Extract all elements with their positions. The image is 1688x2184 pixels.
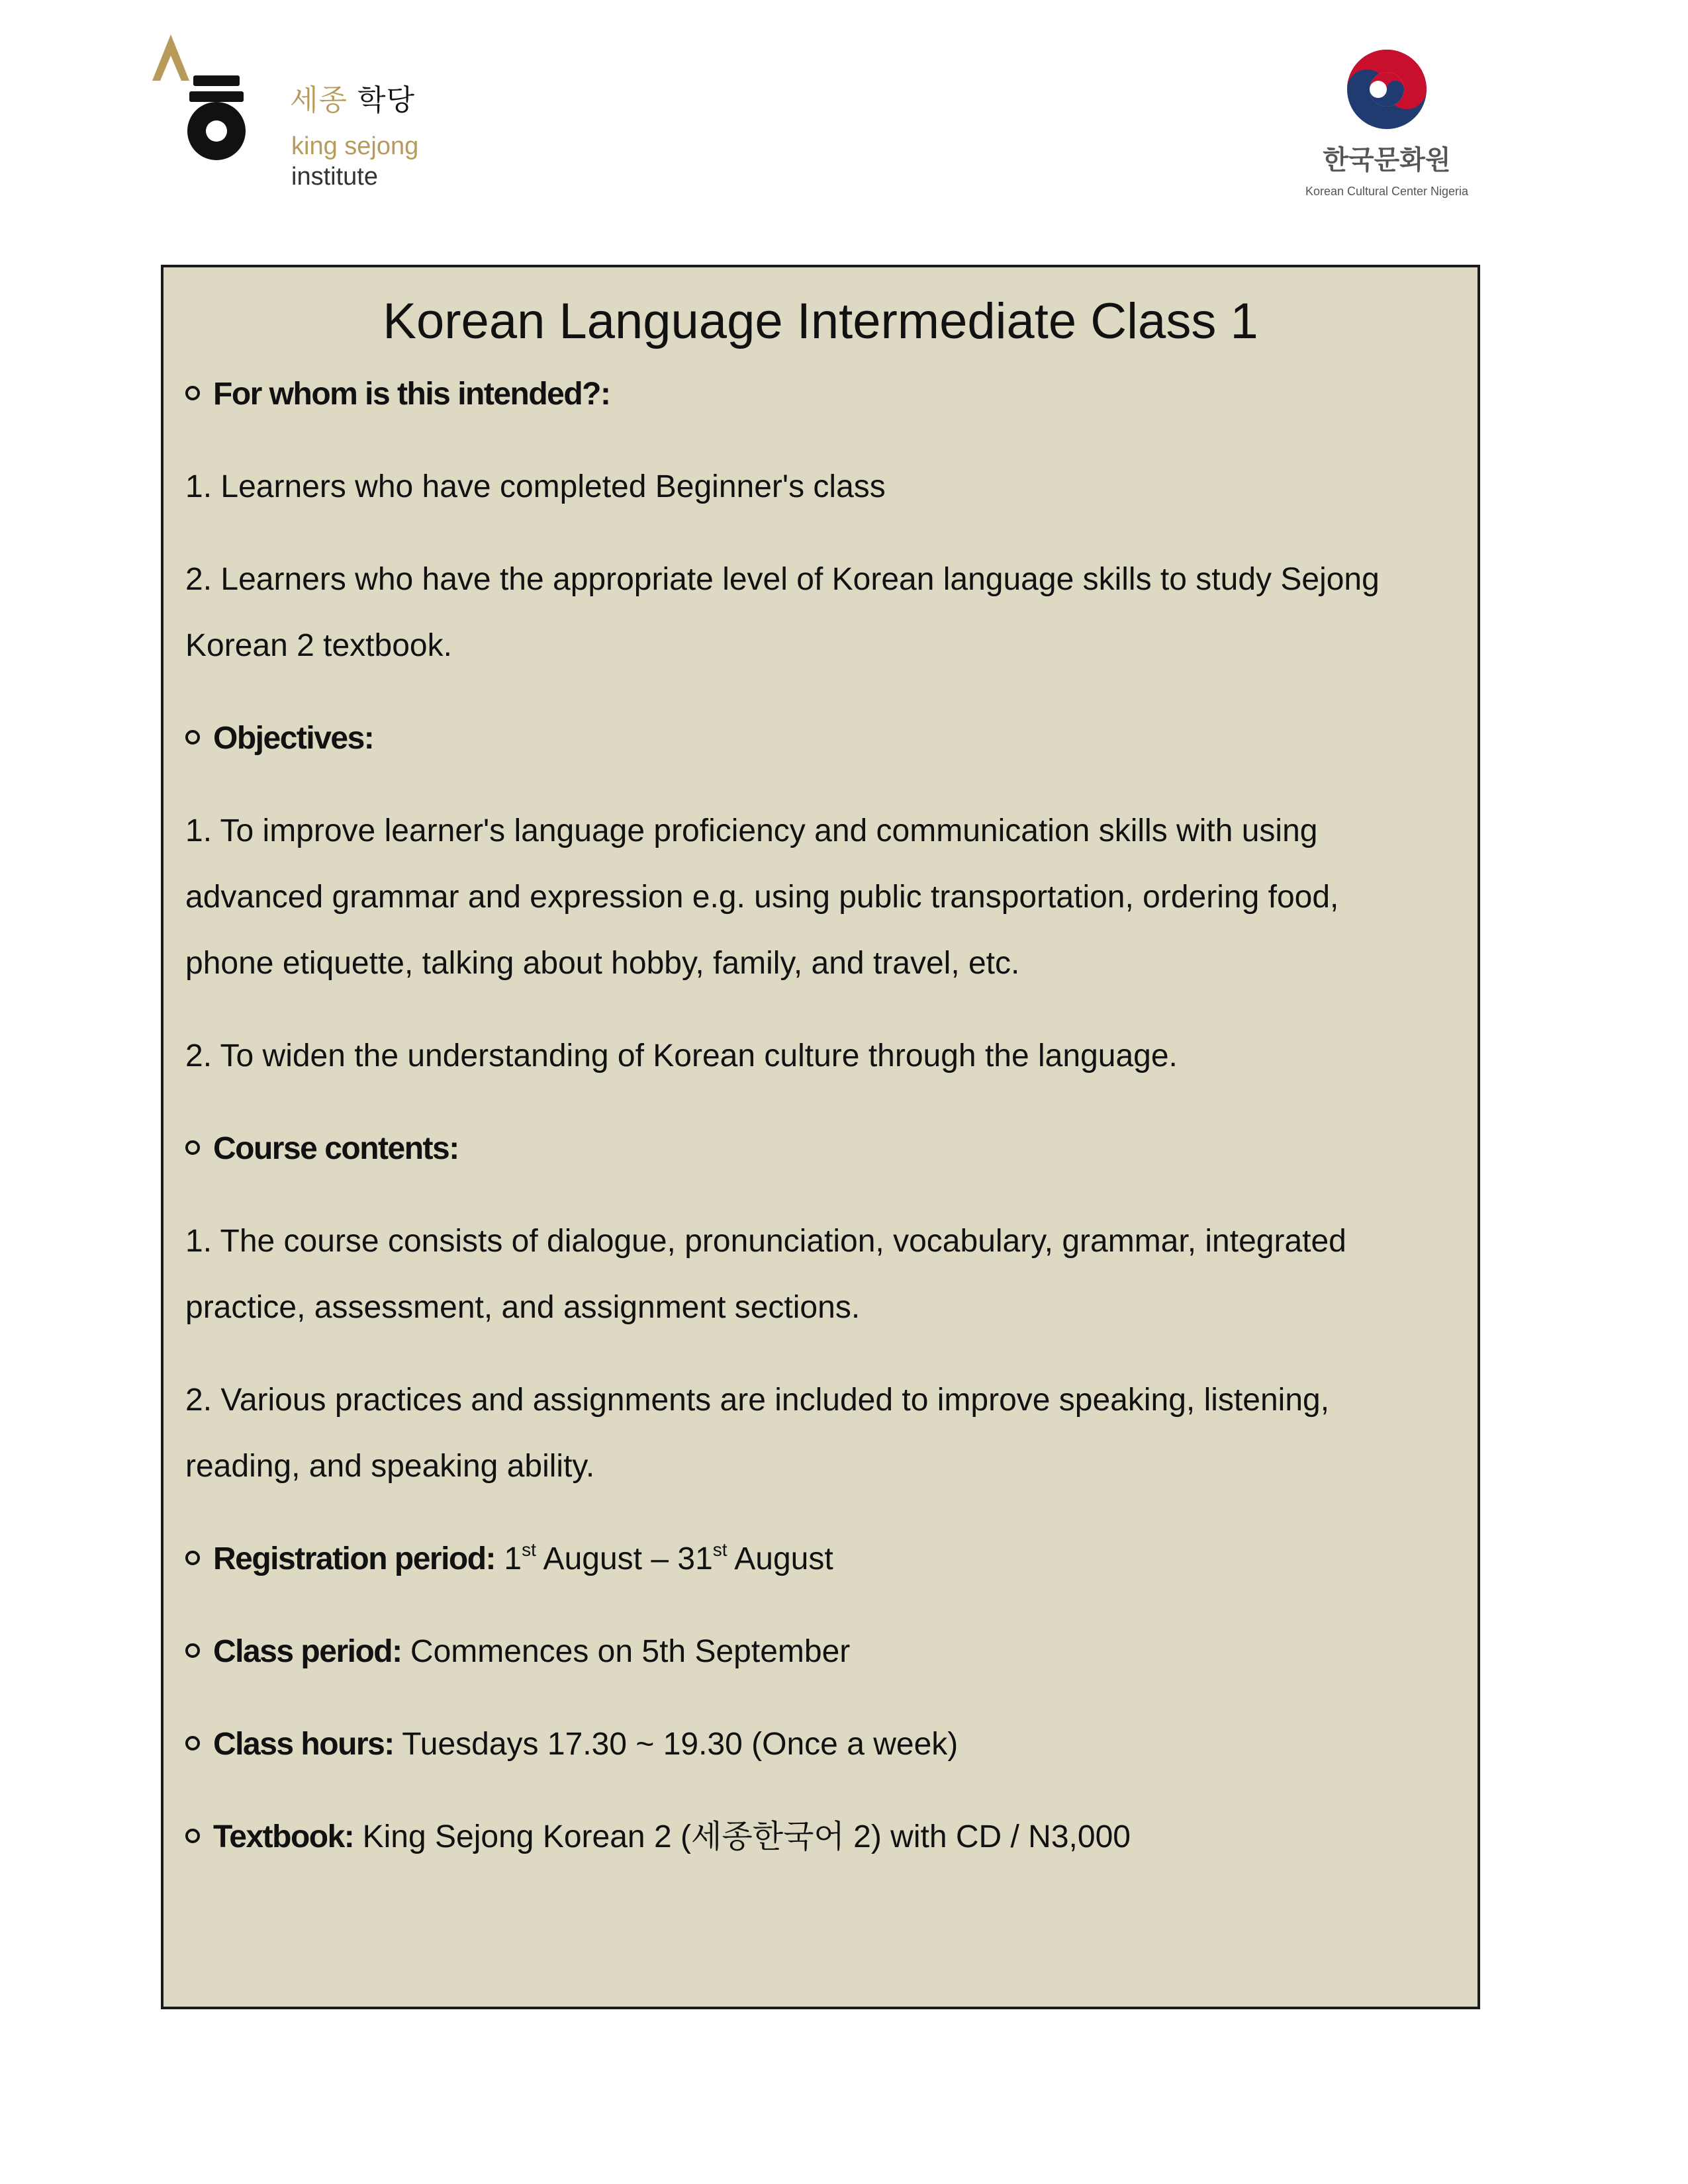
bullet-icon	[185, 730, 200, 745]
logo-name-line2: institute	[291, 163, 378, 191]
taegeuk-icon	[1344, 46, 1430, 132]
course-info-panel	[161, 265, 1480, 2009]
class-period: Class period: Commences on 5th September	[185, 1636, 850, 1668]
audience-item: 1. Learners who have completed Beginner's class	[185, 469, 886, 504]
registration-period: Registration period: 1st August – 31st August	[185, 1543, 833, 1575]
objectives-item: 2. To widen the understanding of Korean culture through the language.	[185, 1038, 1178, 1073]
contents-heading: Course contents:	[185, 1133, 459, 1165]
audience-item: Korean 2 textbook.	[185, 628, 452, 663]
objectives-item: advanced grammar and expression e.g. using public transportation, ordering food,	[185, 880, 1339, 915]
bullet-icon	[185, 1140, 200, 1155]
bullet-icon	[185, 1736, 200, 1751]
bullet-icon	[185, 386, 200, 400]
logo-name-line1: king sejong	[291, 132, 419, 160]
audience-heading: For whom is this intended?:	[185, 379, 610, 410]
contents-item: 2. Various practices and assignments are included to improve speaking, listening,	[185, 1383, 1330, 1418]
korean-cultural-center-logo	[1278, 46, 1496, 212]
class-hours: Class hours: Tuesdays 17.30 ~ 19.30 (Once a week)	[185, 1729, 958, 1760]
bullet-icon	[185, 1829, 200, 1843]
objectives-item: phone etiquette, talking about hobby, family, and travel, etc.	[185, 946, 1020, 981]
kcc-english-name: Korean Cultural Center Nigeria	[1305, 185, 1469, 198]
kcc-korean-name: 한국문화원	[1323, 145, 1451, 175]
bullet-icon	[185, 1551, 200, 1565]
contents-item: reading, and speaking ability.	[185, 1449, 595, 1484]
king-sejong-institute-logo	[151, 34, 495, 200]
contents-item: practice, assessment, and assignment sections.	[185, 1290, 861, 1325]
audience-item: 2. Learners who have the appropriate level of Korean language skills to study Sejong	[185, 562, 1380, 597]
contents-item: 1. The course consists of dialogue, pronunciation, vocabulary, grammar, integrated	[185, 1224, 1346, 1259]
textbook: Textbook: King Sejong Korean 2 (세종한국어 2) with CD / N3,000	[185, 1821, 1131, 1853]
bullet-icon	[185, 1643, 200, 1658]
king-sejong-mark-icon	[151, 34, 270, 167]
logo-hangul-text: 세종 학당	[290, 83, 416, 117]
objectives-heading: Objectives:	[185, 723, 373, 754]
page-title: Korean Language Intermediate Class 1	[383, 293, 1258, 349]
objectives-item: 1. To improve learner's language proficiency and communication skills with using	[185, 813, 1318, 848]
